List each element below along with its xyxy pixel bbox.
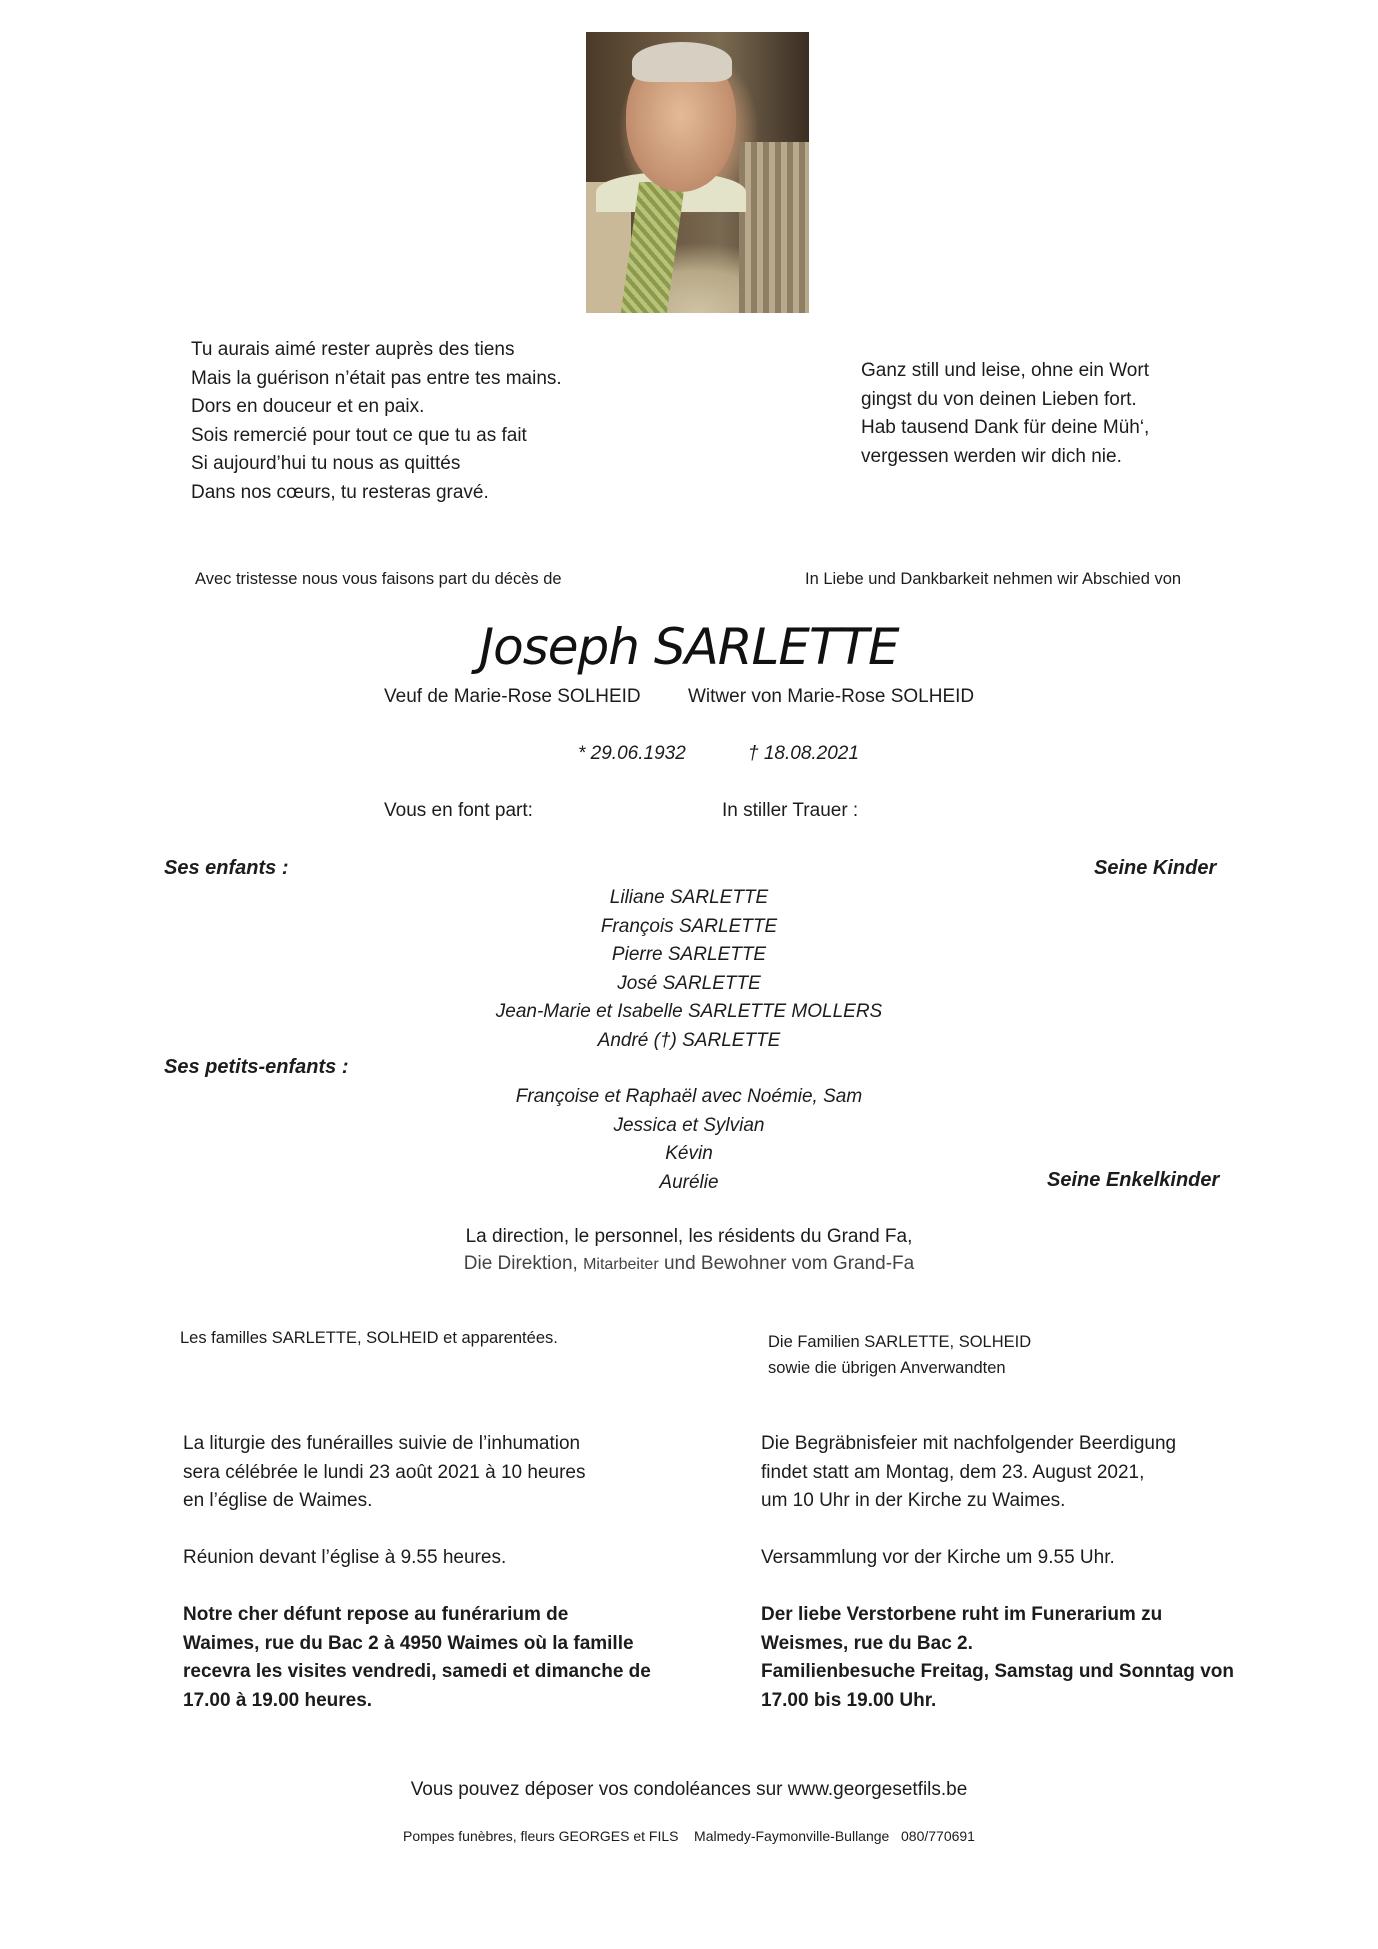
condolences-text: Vous pouvez déposer vos condoléances sur www.georgesetfils.be [410, 1779, 968, 1800]
deceased-photo [586, 32, 809, 313]
poem-french [191, 336, 562, 507]
list-item: Aurélie [659, 1171, 719, 1193]
ceremony-meeting: Versammlung vor der Kirche um 9.55 Uhr. [761, 1547, 1115, 1568]
staff-german [0, 1253, 1378, 1275]
poem-german [861, 357, 1149, 471]
ceremony-rest-line: 17.00 bis 19.00 Uhr. [761, 1689, 937, 1711]
list-item: Françoise et Raphaël avec Noémie, Sam [515, 1086, 863, 1107]
ceremony-line: en l’église de Waimes. [183, 1490, 373, 1511]
list-item: François SARLETTE [600, 915, 778, 937]
staff-german-part: und Bewohner vom Grand-Fa [663, 1253, 915, 1274]
list-item: André (†) SARLETTE [597, 1029, 781, 1051]
families-line: Die Familien SARLETTE, SOLHEID [768, 1333, 1032, 1351]
children-label-french: Ses enfants : [164, 857, 289, 879]
poem-line: Dors en douceur et en paix. [191, 396, 425, 417]
footer-phone: 080/770691 [901, 1828, 975, 1844]
grandchildren-label-german: Seine Enkelkinder [1047, 1169, 1220, 1191]
ceremony-rest-line: Der liebe Verstorbene ruht im Funerarium zu [761, 1604, 1163, 1625]
footer [0, 1828, 1378, 1844]
ceremony-line: findet statt am Montag, dem 23. August 2021, [761, 1461, 1145, 1483]
deceased-name: Joseph SARLETTE [479, 618, 899, 676]
announce-french: Vous en font part: [384, 800, 533, 821]
families-line: sowie die übrigen Anverwandten [768, 1359, 1006, 1377]
ceremony-meeting: Réunion devant l’église à 9.55 heures. [183, 1547, 507, 1568]
list-item: Jean-Marie et Isabelle SARLETTE MOLLERS [495, 1001, 883, 1022]
poem-line: Mais la guérison n’était pas entre tes mains. [191, 367, 562, 389]
ceremony-rest-line: Notre cher défunt repose au funérarium de [183, 1604, 569, 1625]
ceremony-line: La liturgie des funérailles suivie de l’inhumation [183, 1433, 581, 1454]
ceremony-rest-line: 17.00 à 19.00 heures. [183, 1689, 373, 1711]
ceremony-line: Die Begräbnisfeier mit nachfolgender Beerdigung [761, 1433, 1177, 1454]
footer-company: Pompes funèbres, fleurs GEORGES et FILS [403, 1828, 679, 1844]
ceremony-line: um 10 Uhr in der Kirche zu Waimes. [761, 1490, 1066, 1511]
ceremony-french [183, 1430, 651, 1715]
poem-line: vergessen werden wir dich nie. [861, 445, 1122, 467]
intro-german: In Liebe und Dankbarkeit nehmen wir Abschied von [805, 570, 1182, 588]
ceremony-rest-line: recevra les visites vendredi, samedi et dimanche de [183, 1661, 651, 1682]
poem-line: Ganz still und leise, ohne ein Wort [861, 360, 1149, 381]
ceremony-rest-line: Weismes, rue du Bac 2. [761, 1632, 973, 1654]
ceremony-rest-line: Waimes, rue du Bac 2 à 4950 Waimes où la famille [183, 1632, 634, 1654]
poem-line: Tu aurais aimé rester auprès des tiens [191, 339, 515, 360]
intro-french: Avec tristesse nous vous faisons part du décès de [195, 570, 562, 588]
staff-french: La direction, le personnel, les résidents du Grand Fa, [465, 1226, 913, 1247]
list-item: José SARLETTE [617, 972, 761, 994]
staff-german-part: Mitarbeiter [583, 1256, 659, 1273]
list-item: Liliane SARLETTE [609, 887, 769, 908]
grandchildren-label-french: Ses petits-enfants : [164, 1056, 349, 1078]
widow-french: Veuf de Marie-Rose SOLHEID [384, 686, 641, 707]
death-date: † 18.08.2021 [748, 743, 859, 764]
ceremony-line: sera célébrée le lundi 23 août 2021 à 10 heures [183, 1461, 586, 1483]
list-item: Pierre SARLETTE [611, 944, 767, 965]
poem-line: Hab tausend Dank für deine Müh‘, [861, 417, 1150, 438]
widow-german: Witwer von Marie-Rose SOLHEID [688, 686, 975, 707]
ceremony-german [761, 1430, 1234, 1715]
families-german [768, 1329, 1031, 1381]
birth-date: * 29.06.1932 [578, 743, 686, 764]
staff-german-part: Die Direktion, [463, 1253, 578, 1274]
poem-line: Si aujourd’hui tu nous as quittés [191, 453, 461, 474]
list-item: Kévin [665, 1143, 713, 1164]
footer-places: Malmedy-Faymonville-Bullange [694, 1828, 890, 1844]
poem-line: gingst du von deinen Lieben fort. [861, 388, 1137, 410]
families-french: Les familles SARLETTE, SOLHEID et apparentées. [180, 1329, 558, 1347]
ceremony-rest-line: Familienbesuche Freitag, Samstag und Sonntag von [761, 1661, 1234, 1682]
children-list [0, 884, 1378, 1055]
poem-line: Dans nos cœurs, tu resteras gravé. [191, 481, 489, 503]
poem-line: Sois remercié pour tout ce que tu as fait [191, 424, 527, 446]
announce-german: In stiller Trauer : [722, 800, 859, 821]
list-item: Jessica et Sylvian [613, 1114, 765, 1136]
children-label-german: Seine Kinder [1094, 857, 1217, 879]
